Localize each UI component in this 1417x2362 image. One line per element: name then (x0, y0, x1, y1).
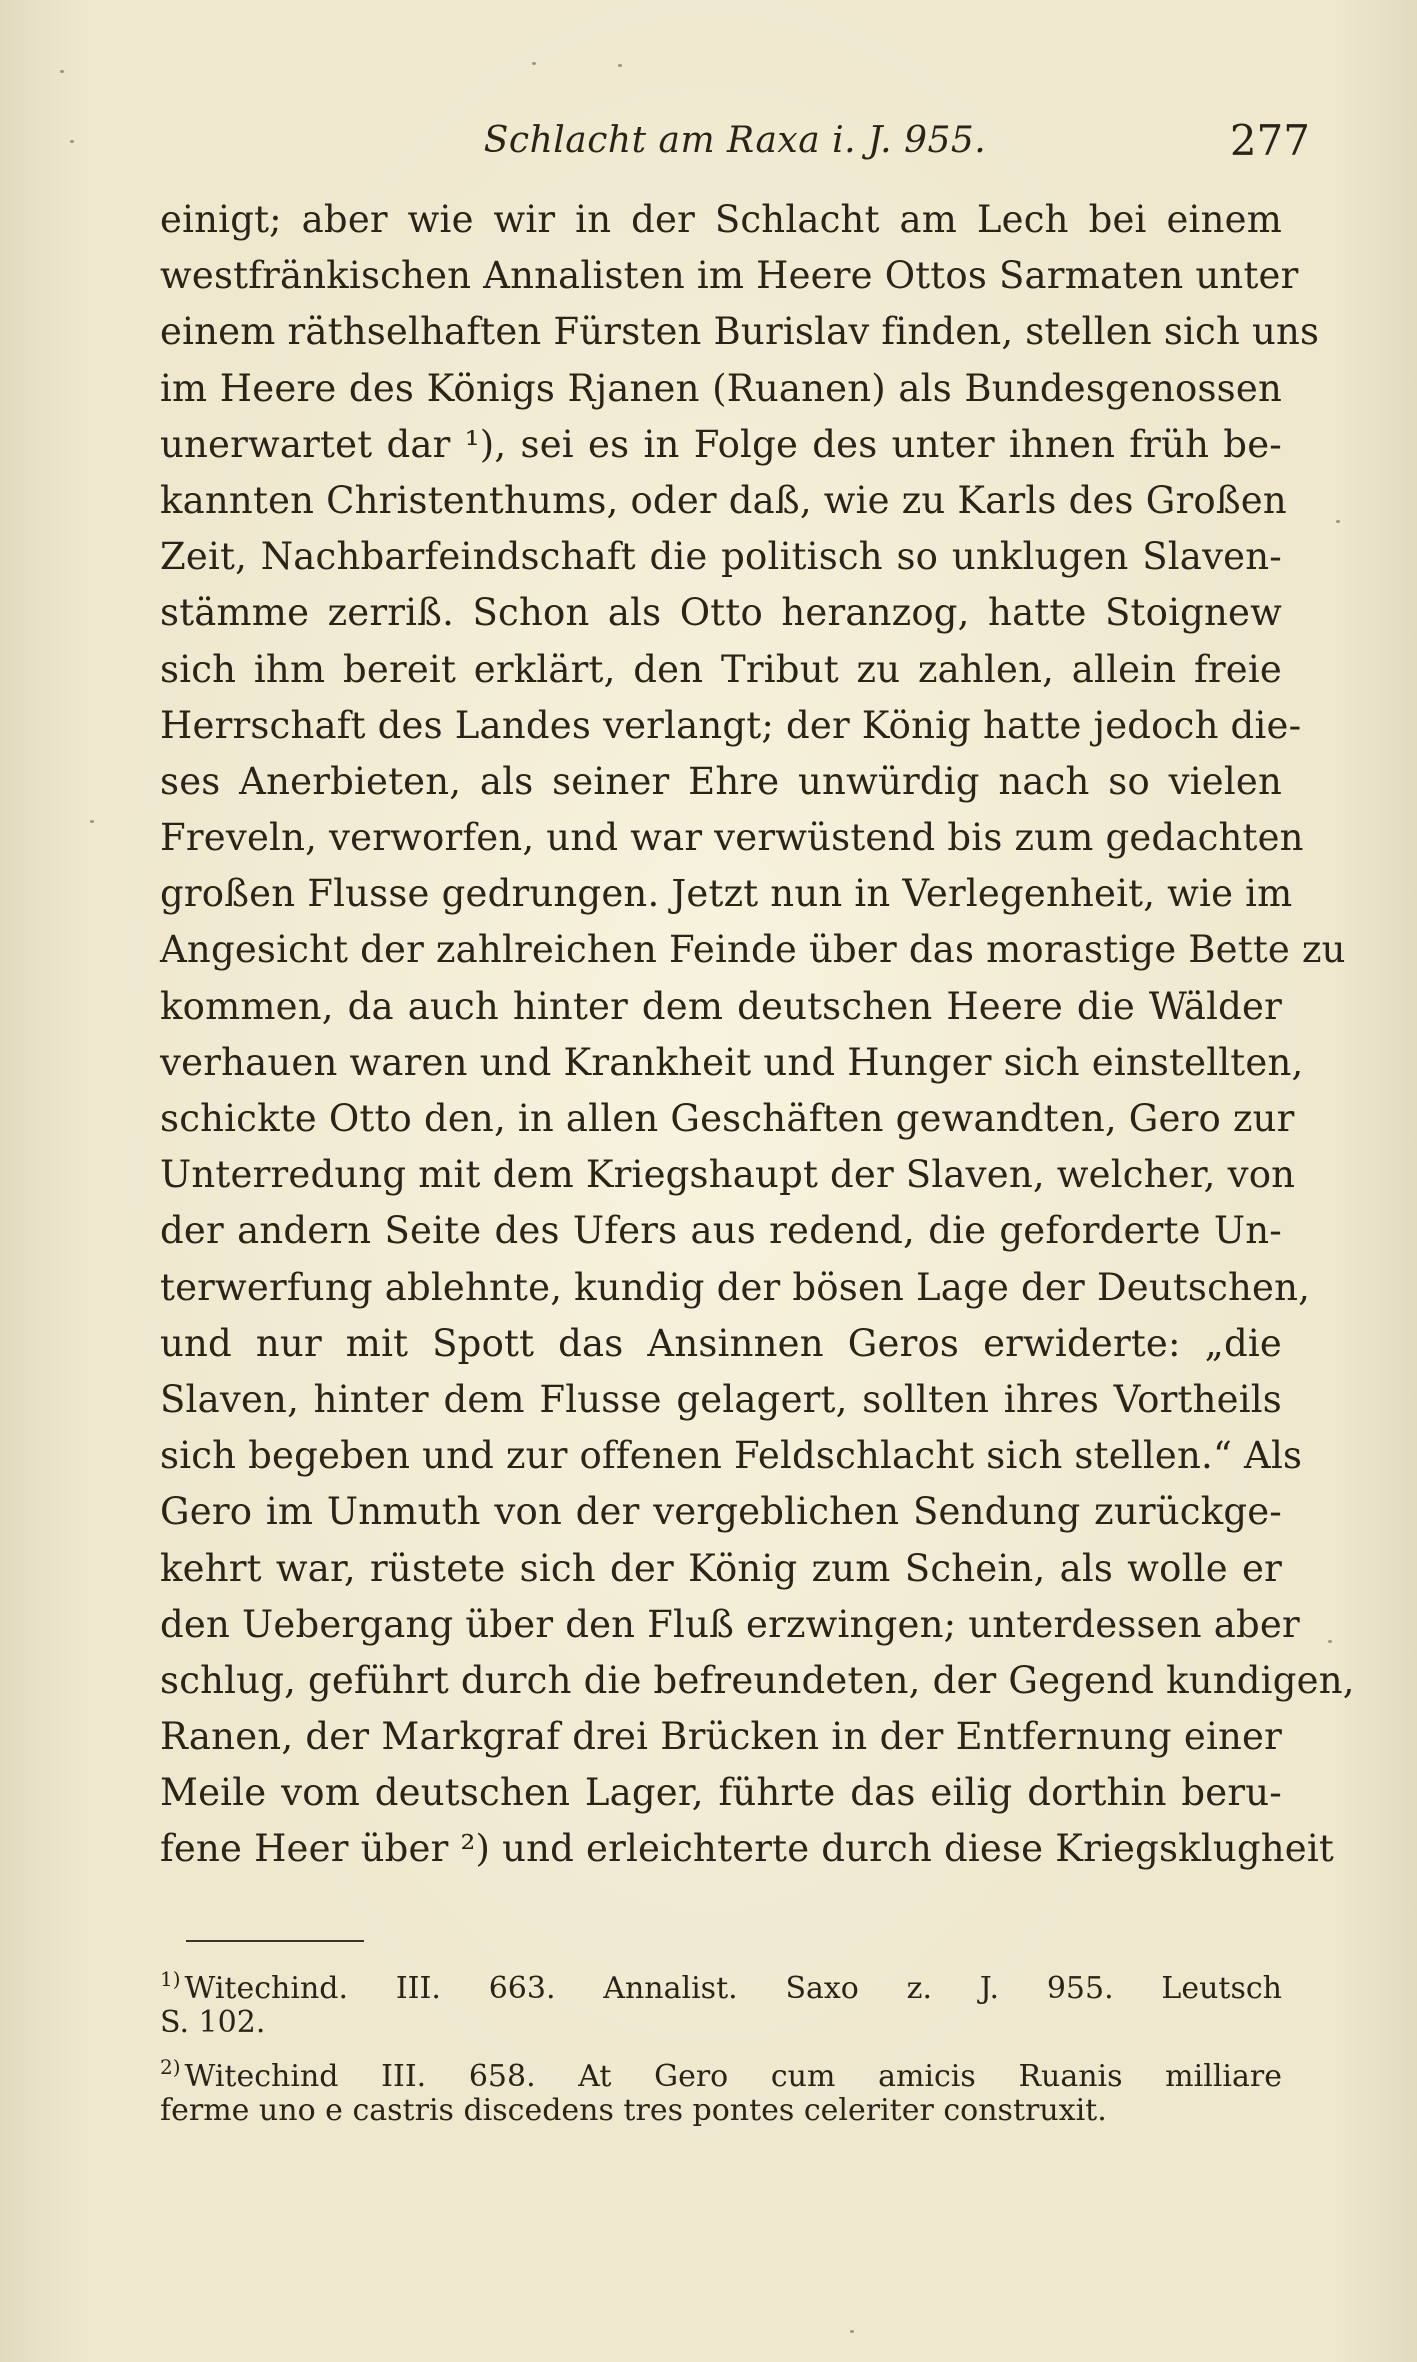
footnote-1-line-2: S. 102. (160, 2005, 266, 2040)
text-line: großen Flusse gedrungen. Jetzt nun in Verlegenheit, wie im (160, 872, 1293, 916)
text-line: terwerfung ablehnte, kundig der bösen Lage der Deutschen, (160, 1265, 1311, 1309)
text-line: den Uebergang über den Fluß erzwingen; unterdessen aber (160, 1602, 1300, 1646)
text-line: Meile vom deutschen Lager, führte das eilig dorthin beru- (160, 1771, 1282, 1815)
paper-speck (1336, 520, 1340, 523)
text-line: verhauen waren und Krankheit und Hunger sich einstellten, (160, 1040, 1304, 1084)
text-line: Slaven, hinter dem Flusse gelagert, sollten ihres Vortheils (160, 1377, 1282, 1421)
footnote-2-line-2: ferme uno e castris discedens tres pontes celeriter construxit. (160, 2093, 1107, 2128)
footnote-divider (186, 1940, 364, 1942)
text-line: Herrschaft des Landes verlangt; der König hatte jedoch die- (160, 703, 1302, 747)
running-title: Schlacht am Raxa i. J. 955. (483, 120, 987, 161)
text-line: ses Anerbieten, als seiner Ehre unwürdig nach so vielen (160, 759, 1282, 803)
text-line: Gero im Unmuth von der vergeblichen Sendung zurückge- (160, 1490, 1282, 1534)
footnote-text: Witechind. III. 663. Annalist. Saxo z. J. 955. Leutsch (184, 1971, 1282, 2006)
text-line: fene Heer über ²) und erleichterte durch diese Kriegsklugheit (160, 1827, 1334, 1871)
paper-speck (532, 62, 536, 65)
text-line: Ranen, der Markgraf drei Brücken in der Entfernung einer (160, 1715, 1282, 1759)
page-number: 277 (1229, 116, 1310, 165)
text-line: und nur mit Spott das Ansinnen Geros erwiderte: „die (160, 1321, 1282, 1365)
text-line: stämme zerriß. Schon als Otto heranzog, hatte Stoignew (160, 591, 1282, 635)
footnotes (160, 1957, 1282, 2133)
text-line: unerwartet dar ¹), sei es in Folge des unter ihnen früh be- (160, 422, 1282, 466)
body-text (160, 192, 1355, 1878)
text-line: Angesicht der zahlreichen Feinde über das morastige Bette zu (160, 928, 1346, 972)
text-line: kannten Christenthums, oder daß, wie zu Karls des Großen (160, 478, 1287, 522)
text-line: einem räthselhaften Fürsten Burislav finden, stellen sich uns (160, 310, 1320, 354)
text-line: kehrt war, rüstete sich der König zum Schein, als wolle er (160, 1546, 1282, 1590)
text-line: sich begeben und zur offenen Feldschlacht sich stellen.“ Als (160, 1434, 1303, 1478)
footnote-2-line-1 (160, 2045, 1282, 2094)
paper-speck (618, 64, 622, 67)
paper-speck (90, 820, 94, 823)
footnote-marker: 2) (160, 2055, 181, 2079)
footnote-text: Witechind III. 658. At Gero cum amicis Ruanis milliare (184, 2059, 1282, 2094)
text-line: einigt; aber wie wir in der Schlacht am Lech bei einem (160, 198, 1282, 241)
paper-speck (60, 70, 64, 73)
text-line: schickte Otto den, in allen Geschäften gewandten, Gero zur (160, 1097, 1295, 1140)
text-line: Freveln, verworfen, und war verwüstend bis zum gedachten (160, 816, 1304, 860)
text-line: Unterredung mit dem Kriegshaupt der Slaven, welcher, von (160, 1153, 1296, 1197)
paper-speck (850, 2330, 854, 2333)
text-line: der andern Seite des Ufers aus redend, die geforderte Un- (160, 1209, 1282, 1253)
footnote-1-line-1 (160, 1957, 1282, 2006)
text-line: kommen, da auch hinter dem deutschen Heere die Wälder (160, 984, 1282, 1028)
text-line: im Heere des Königs Rjanen (Ruanen) als Bundesgenossen (160, 366, 1282, 410)
text-line: westfränkischen Annalisten im Heere Ottos Sarmaten unter (160, 254, 1299, 298)
text-line: sich ihm bereit erklärt, den Tribut zu zahlen, allein freie (160, 647, 1282, 691)
running-header (160, 116, 1310, 180)
text-line: schlug, geführt durch die befreundeten, der Gegend kundigen, (160, 1658, 1355, 1702)
text-line: Zeit, Nachbarfeindschaft die politisch so unklugen Slaven- (160, 535, 1282, 579)
paper-speck (70, 140, 74, 143)
footnote-marker: 1) (160, 1967, 181, 1991)
paper-speck (1328, 1640, 1332, 1643)
